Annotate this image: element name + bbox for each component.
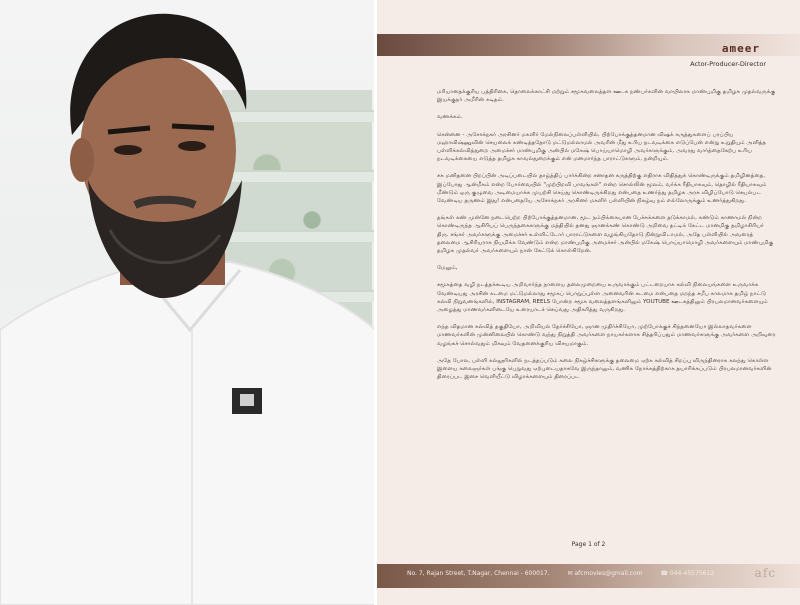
phone-icon: ☎ — [660, 570, 670, 577]
letter-paragraph: மரியாதைக்குரிய பத்திரிகை, தொலைக்காட்சி மற்றும் சமூகவலைத்தள ஊடக நண்பர்களின் வாயிலாக மாண்புமிகு தமிழக முதல்வருக்கு இயக்குநர் அமீரின் கடிதம். — [437, 89, 776, 104]
person-figure — [0, 0, 376, 605]
letterhead-footer — [407, 570, 714, 577]
afc-logo: afc — [754, 566, 776, 580]
email-icon: ✉ — [567, 570, 575, 577]
portrait-photo — [0, 0, 376, 605]
letter-paragraph: சென்னை - அசோக்நகர் அரசினர் மகளிர் மேல்நிலைப்பள்ளியில், பிற்போக்குத்தனமான விஷக் கருத்துகளைப் பரப்பிய மஹாவிஷ்ணுவின் செயலைக் கண்டித்ததோடு மட்டுமல்லாமல் அவரின் மீது உரிய நடவடிக்கை எடுப்பேன் என்று உறுதியும் அளித்த பள்ளிக்கல்வித்துறை அமைச்சர் மாண்புமிகு அன்பில் மகேஷ் பொய்யாமொழி அவர்களுக்கும், அவரது வார்த்தைகேற்ப உரிய நடவடிக்கையை எடுத்த தமிழக காவல்துறைக்கும் என் மனமார்ந்த பாராட்டுகளும், நன்றியும். — [437, 131, 767, 163]
letter-paragraph: சக மனிதனை பிறப்பின் அடிப்படையில் தாழ்த்திப் பார்க்கின்ற சனாதன கருத்திற்கு எதிராக விதித்துக் கொண்டிருக்கும் தமிழினத்தை, இப்போது ஆன்மீகம் என்ற போர்வையில் "முற்பிறவி பாவங்கள்" என்ற சொல்லின் மூலம், வர்க்க ரீதியாகவும், தொழில் ரீதியாகவும் மீண்டும் ஒரு குழுவை அடிமையாக்க முயற்சி செய்து கொண்டிருக்கிறது என்பதை உணர்ந்து தமிழக அரசு விழிப்போடு செயல்பட வேண்டிய தருணம் இது! என்பதையே அசோக்நகர் அரசினர் மகளிர் பள்ளியின் நிகழ்வு நம் எல்லோருக்கும் உணர்த்துகிறது. — [437, 173, 767, 205]
letter-body — [437, 88, 777, 390]
footer-phone — [661, 570, 715, 577]
letterhead-page — [377, 0, 800, 605]
letter-paragraph: மேலும், — [437, 265, 458, 272]
letterhead-tagline: Actor-Producer-Director — [690, 60, 766, 68]
letter-paragraph: வணக்கம். — [437, 114, 463, 121]
letter-paragraph: சமூகத்தை வழி நடத்தக்கூடிய அறிவார்ந்த நாளைய தலைமுறையை உருவாக்கும் பட்டறையாக கல்வி நிலையங்களை உருவாக்க வேண்டியது அரசின் கடமை மட்டுமல்லாது சமூகப் பொறுப்புள்ள அனைவரின் கடமை என்பதை மறந்த சமீப காலமாக தமிழ் நாட்டு கல்வி நிறுவனங்களில், INSTAGRAM, REELS போன்ற சமூக வலைத்தளங்களிலும் YOUTUBE ஊடகத்திலும் பிரபலமானவர்களையும் அழைத்து மாணவர்களிடையே உரையாடச் செய்வது அதிகரித்து வருகிறது. — [437, 282, 768, 314]
footer-phone-text: 044-45575612 — [669, 570, 715, 577]
letter-paragraph: எந்த விதமான கல்வித் தகுதியோ, அறிவியல் தேர்ச்சியோ, ஞான முதிர்ச்சியோ, முற்போக்குச் சிந்தனையோ இல்லாதவர்களை மாணவர்களின் முன்னிலையில் கொண்டு வந்து நிறுத்தி அவர்களை நாயகர்களாக சித்தரிப்பதும் மாணவர்களுக்கு அவர்களை அறிவுரை வழங்கச் சொல்வதும் மிகவும் வேதனைக்குரிய விசயமாகும். — [437, 324, 776, 347]
page-number: Page 1 of 2 — [571, 541, 606, 548]
footer-email — [568, 570, 643, 577]
letter-paragraph: தங்கள் கண் முன்னே நடைபெற்ற பிற்போக்குத்தனமான, மூட நம்பிக்கையான பேச்சுக்களை தடுக்காமல், கண்டும் காணாமல் நின்ற கொண்டிருந்த ஆசிரியப் பெருந்தகைகளுக்கு மத்தியில் தனது ஞானக்கண் கொண்டு அறிவை தட்டிக் கேட்ட மானமிகு தமிழாசிரியர் திரு. சங்கர் அவர்களுக்கு அமைச்சர் உள்ளிட்டோர் பாராட்டுகளை வழங்கியதோடு நின்றுவிடாமல், அதே பள்ளியில் அவரைத் தலைமை ஆசிரியராக நியமிக்க வேண்டும் என்ற மாண்புமிகு அமைச்சர் அன்பில் மகேஷ் பொய்யாமொழி அவர்களையும் மாண்புமிகு தமிழக முதல்வர் அவர்களையும் நான் கேட்டுக் கொள்கிறேன். — [437, 215, 774, 255]
footer-address: No. 7, Rajan Street, T.Nagar, Chennai - 600017. — [407, 570, 550, 577]
letter-paragraph: அதே போல, பள்ளி கல்லூரிகளில் நடத்தப்படும் கலை நிகழ்ச்சிகளுக்கு தலைமை ஏற்க கல்வித் சிறப்பு விருந்தினராக கலந்து கொள்ள இளைய கலைஞர்கள் பங்கு பெறுவது ஏற்புடையதாகவே இருந்தாலும், வணிக நோக்கத்திற்காக தயாரிக்கப்படும் பிரபலமானவர்களின் திரைப்பட இசை வெளியீட்டு விழாக்களையும் திரைப்பட — [437, 357, 772, 381]
footer-email-text: afcmovies@gmail.com — [574, 570, 643, 577]
letterhead-brand: ameer — [721, 42, 760, 55]
